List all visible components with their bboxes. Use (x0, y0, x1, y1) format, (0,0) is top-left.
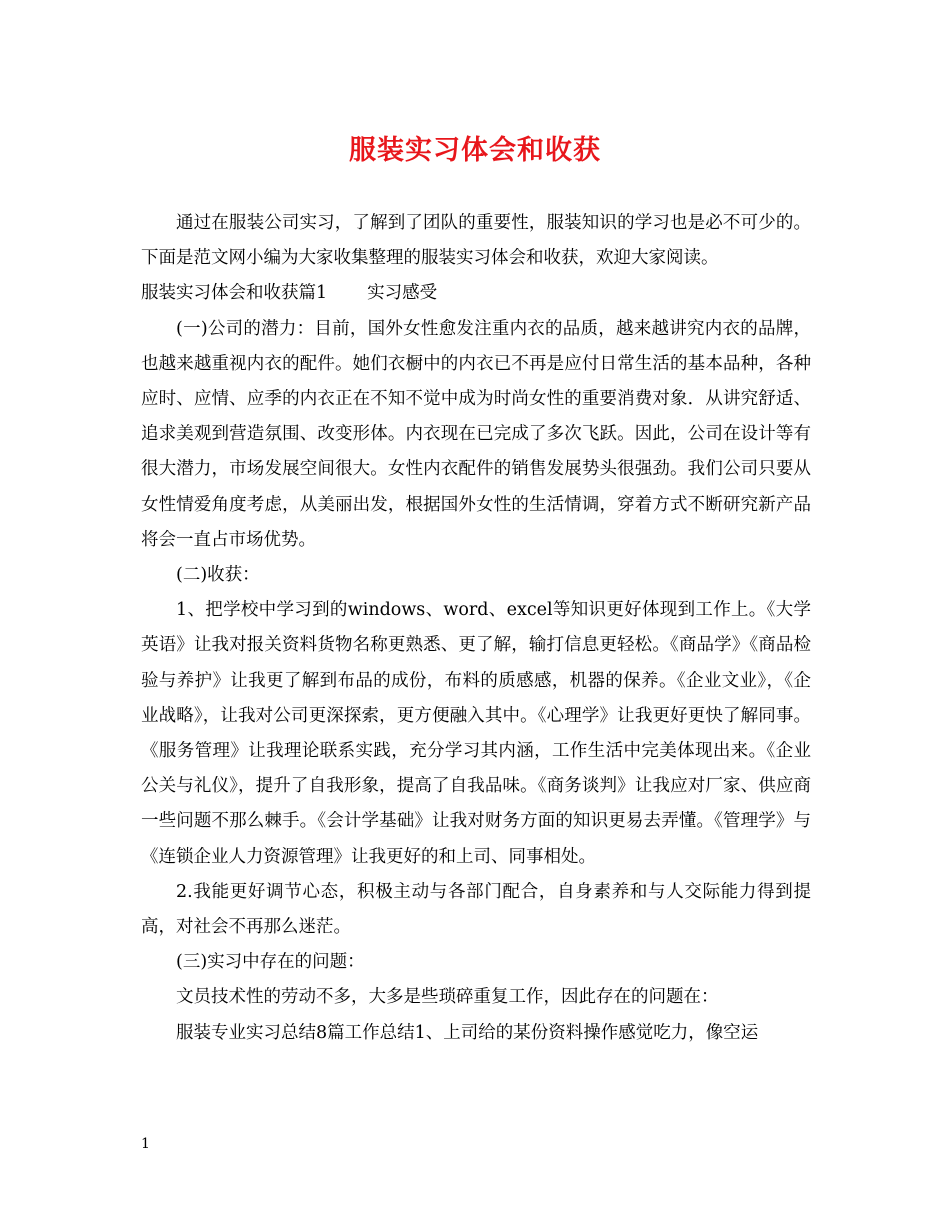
gains-item-1: 1、把学校中学习到的windows、word、excel等知识更好体现到工作上。《大学英语》让我对报关资料货物名称更熟悉、更了解，输打信息更轻松。《商品学》《商品检验与养护》让我更了解到布品的成份，布料的质感感，机器的保养。《企业文业》，《企业战略》，让我对公司更深探索，更方便融入其中。《心理学》让我更好更快了解同事。《服务管理》让我理论联系实践，充分学习其内涵，工作生活中完美体现出来。《企业公关与礼仪》，提升了自我形象，提高了自我品味。《商务谈判》让我应对厂家、供应商一些问题不那么棘手。《会计学基础》让我对财务方面的知识更易去弄懂。《管理学》与《连锁企业人力资源管理》让我更好的和上司、同事相处。 (141, 600, 811, 867)
gains-heading: (二)收获： (176, 565, 260, 586)
section-subheading: 实习感受 (367, 283, 438, 304)
section-heading-line (141, 276, 811, 311)
document-body (141, 206, 811, 1051)
problems-heading: (三)实习中存在的问题： (176, 952, 365, 973)
company-potential-paragraph: (一)公司的潜力：目前，国外女性愈发注重内衣的品质，越来越讲究内衣的品牌，也越来越重视内衣的配件。她们衣橱中的内衣已不再是应付日常生活的基本品种，各种应时、应情、应季的内衣正在不知不觉中成为时尚女性的重要消费对象．从讲究舒适、追求美观到营造氛围、改变形体。内衣现在已完成了多次飞跃。因此，公司在设计等有很大潜力，市场发展空间很大。女性内衣配件的销售发展势头很强劲。我们公司只要从女性情爱角度考虑，从美丽出发，根据国外女性的生活情调，穿着方式不断研究新产品将会一直占市场优势。 (141, 318, 811, 550)
problems-intro: 文员技术性的劳动不多，大多是些琐碎重复工作，因此存在的问题在： (176, 987, 719, 1008)
section-heading: 服装实习体会和收获篇1 (141, 283, 328, 304)
problems-item: 服装专业实习总结8篇工作总结1、上司给的某份资料操作感觉吃力，像空运 (176, 1022, 759, 1043)
page-number: 1 (141, 1136, 150, 1152)
document-title: 服装实习体会和收获 (349, 135, 601, 166)
gains-item-2: 2.我能更好调节心态，积极主动与各部门配合，自身素养和与人交际能力得到提高，对社会不再那么迷茫。 (141, 881, 811, 938)
intro-paragraph: 通过在服装公司实习，了解到了团队的重要性，服装知识的学习也是必不可少的。下面是范文网小编为大家收集整理的服装实习体会和收获，欢迎大家阅读。 (141, 213, 811, 269)
